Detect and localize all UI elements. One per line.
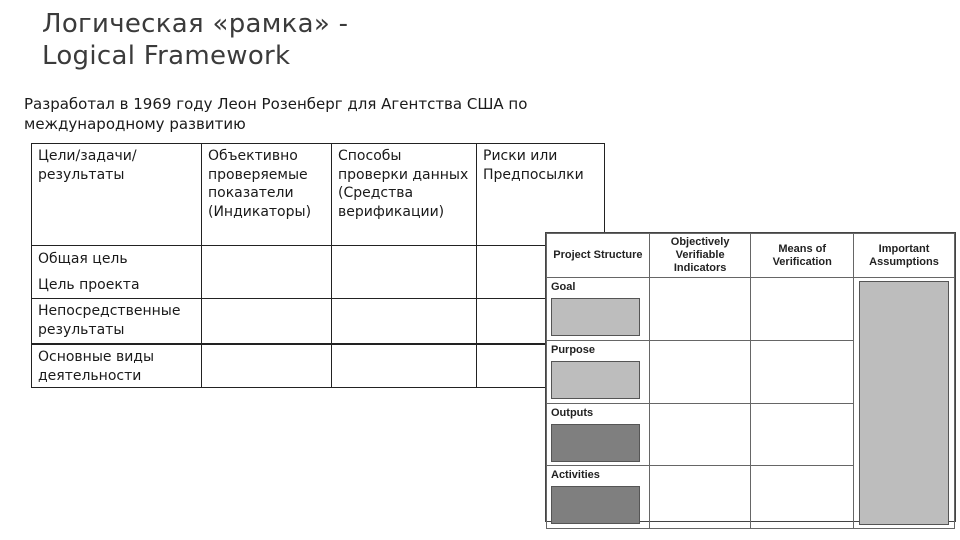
header-indicators: Объективно проверяемые показатели (Индикаторы)	[202, 144, 332, 246]
title-line-1: Логическая «рамка» -	[42, 9, 349, 39]
en-row-label-activities: Activities	[551, 469, 600, 482]
en-table-cell	[649, 278, 751, 341]
table-cell	[332, 246, 477, 299]
en-header-verification: Means of Verification	[751, 234, 854, 278]
table-cell	[202, 299, 332, 344]
row-label-results	[32, 299, 202, 344]
en-table-cell	[751, 340, 854, 403]
en-table-cell	[751, 466, 854, 529]
activities-box	[551, 486, 640, 524]
en-table-cell	[751, 403, 854, 466]
en-row-label-goal: Goal	[551, 281, 576, 293]
table-row-results	[32, 299, 605, 344]
en-header-indicators: Objectively Verifiable Indicators	[649, 234, 751, 278]
en-row-label-cell	[547, 340, 650, 403]
en-row-label-cell	[547, 466, 650, 529]
row-label-overall-goal: Общая цель	[38, 251, 128, 267]
subtitle-text: Разработал в 1969 году Леон Розенберг для Агентства США по международному развитию	[24, 95, 528, 133]
purpose-box	[551, 361, 640, 399]
row-label-goals	[32, 246, 202, 299]
assumptions-cell	[854, 278, 955, 529]
en-table-cell	[751, 278, 854, 341]
outputs-box	[551, 424, 640, 462]
logframe-table-english	[546, 233, 955, 529]
slide-title	[42, 8, 348, 72]
header-goals-results: Цели/задачи/ результаты	[32, 144, 202, 246]
table-row-goals	[32, 246, 605, 299]
logframe-table-russian	[31, 143, 605, 388]
en-row-label-outputs: Outputs	[551, 406, 594, 419]
en-header-project-structure: Project Structure	[547, 234, 650, 278]
assumptions-box	[859, 281, 949, 525]
table-cell	[332, 299, 477, 344]
en-table-cell	[649, 340, 751, 403]
en-table-cell	[649, 466, 751, 529]
table-row-activities	[32, 344, 605, 388]
en-header-assumptions: Important Assumptions	[854, 234, 955, 278]
en-header-row	[547, 234, 955, 278]
en-row-label-cell	[547, 278, 650, 341]
header-risks: Риски или Предпосылки	[477, 144, 605, 246]
en-table-cell	[649, 403, 751, 466]
header-verification: Способы проверки данных (Средства верификации)	[332, 144, 477, 246]
en-row-label-cell	[547, 403, 650, 466]
table-cell	[202, 344, 332, 388]
en-row-label-purpose: Purpose	[551, 343, 596, 356]
table-header-row	[32, 144, 605, 246]
table-cell	[332, 344, 477, 388]
goal-box	[551, 298, 640, 336]
table-cell	[202, 246, 332, 299]
row-label-main-activities: Основные виды деятельности	[38, 348, 155, 384]
logframe-diagram-english	[545, 232, 956, 522]
en-row-goal	[547, 278, 955, 341]
title-line-2: Logical Framework	[42, 41, 291, 71]
row-label-project-goal: Цель проекта	[38, 277, 140, 293]
row-label-immediate-results: Непосредственные результаты	[38, 303, 181, 338]
row-label-activities	[32, 344, 202, 388]
